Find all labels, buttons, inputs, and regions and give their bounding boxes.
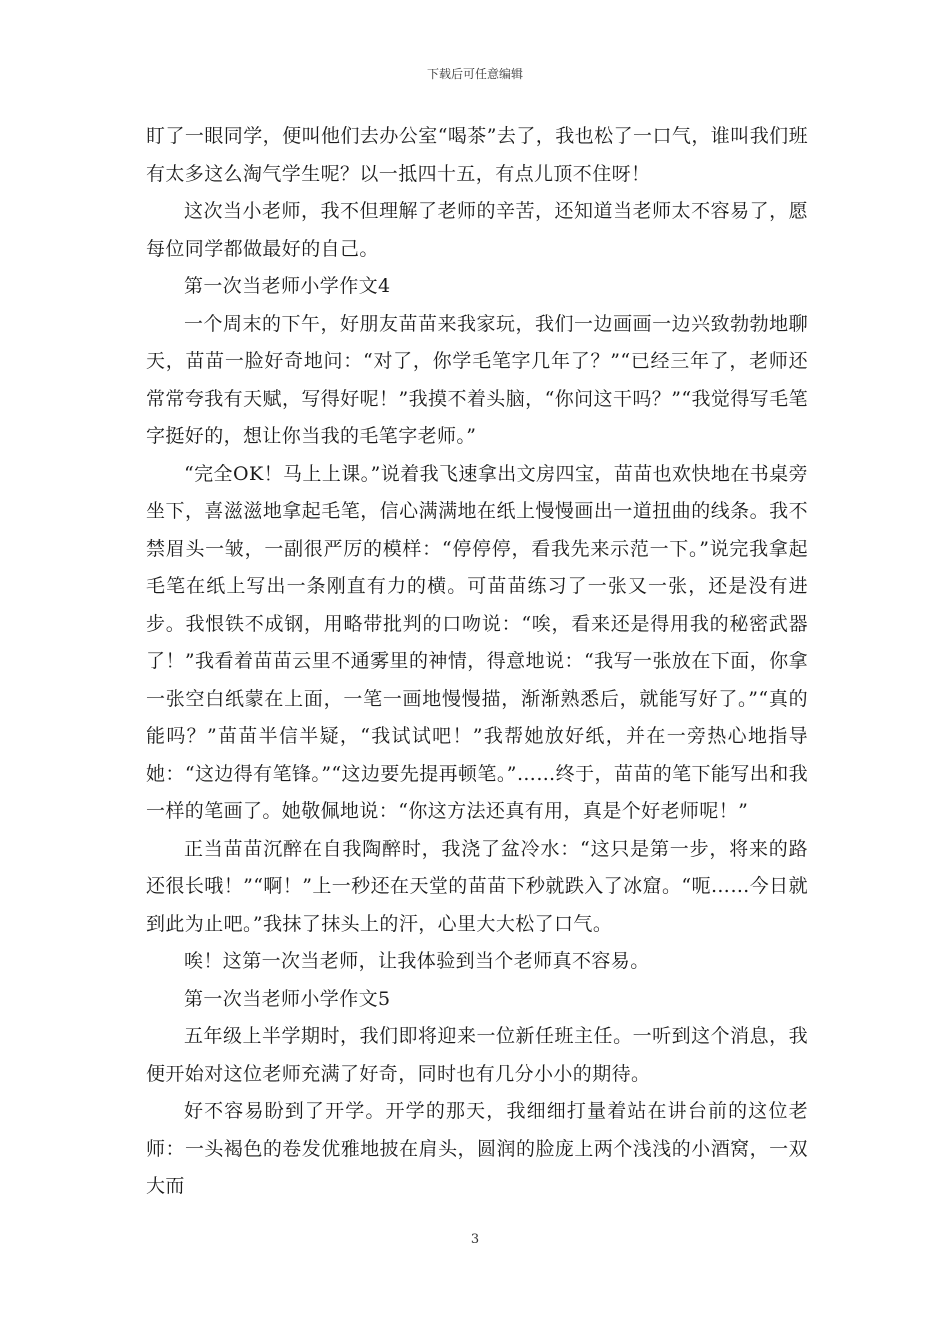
document-body xyxy=(146,118,808,1206)
section-heading-5: 第一次当老师小学作文5 xyxy=(184,987,391,1010)
paragraph-8: 好不容易盼到了开学。开学的那天，我细细打量着站在讲台前的这位老师：一头褐色的卷发优雅地披在肩头，圆润的脸庞上两个浅浅的小酒窝，一双大而 xyxy=(146,1100,808,1197)
paragraph-2: 这次当小老师，我不但理解了老师的辛苦，还知道当老师太不容易了，愿每位同学都做最好的自己。 xyxy=(146,200,808,260)
paragraph-3: 一个周末的下午，好朋友苗苗来我家玩，我们一边画画一边兴致勃勃地聊天，苗苗一脸好奇地问：“对了，你学毛笔字几年了？”“已经三年了，老师还常常夸我有天赋，写得好呢！”我摸不着头脑，“你问这干吗？”“我觉得写毛笔字挺好的，想让你当我的毛笔字老师。” xyxy=(146,312,808,447)
paragraph-1: 盯了一眼同学，便叫他们去办公室“喝茶”去了，我也松了一口气，谁叫我们班有太多这么淘气学生呢？以一抵四十五，有点儿顶不住呀！ xyxy=(146,125,808,185)
paragraph-6: 唉！这第一次当老师，让我体验到当个老师真不容易。 xyxy=(184,950,650,972)
paragraph-7: 五年级上半学期时，我们即将迎来一位新任班主任。一听到这个消息，我便开始对这位老师充满了好奇，同时也有几分小小的期待。 xyxy=(146,1025,808,1085)
section-heading-4: 第一次当老师小学作文4 xyxy=(184,275,391,297)
paragraph-4: “完全OK！马上上课。”说着我飞速拿出文房四宝，苗苗也欢快地在书桌旁坐下，喜滋滋地拿起毛笔，信心满满地在纸上慢慢画出一道扭曲的线条。我不禁眉头一皱，一副很严厉的模样：“停停停，看我先来示范一下。”说完我拿起毛笔在纸上写出一条刚直有力的横。可苗苗练习了一张又一张，还是没有进步。我恨铁不成钢，用略带批判的口吻说：“唉，看来还是得用我的秘密武器了！”我看着苗苗云里不通雾里的神情，得意地说：“我写一张放在下面，你拿一张空白纸蒙在上面，一笔一画地慢慢描，渐渐熟悉后，就能写好了。”“真的能吗？”苗苗半信半疑，“我试试吧！”我帮她放好纸，并在一旁热心地指导她：“这边得有笔锋。”“这边要先提再顿笔。”……终于，苗苗的笔下能写出和我一样的笔画了。她敬佩地说：“你这方法还真有用，真是个好老师呢！” xyxy=(146,462,808,822)
page-header: 下载后可任意编辑 xyxy=(426,67,523,81)
page-number: 3 xyxy=(470,1232,480,1247)
paragraph-5: 正当苗苗沉醉在自我陶醉时，我浇了盆冷水：“这只是第一步，将来的路还很长哦！”“啊！”上一秒还在天堂的苗苗下秒就跌入了冰窟。“呃……今日就到此为止吧。”我抹了抹头上的汗，心里大大松了口气。 xyxy=(146,837,808,935)
